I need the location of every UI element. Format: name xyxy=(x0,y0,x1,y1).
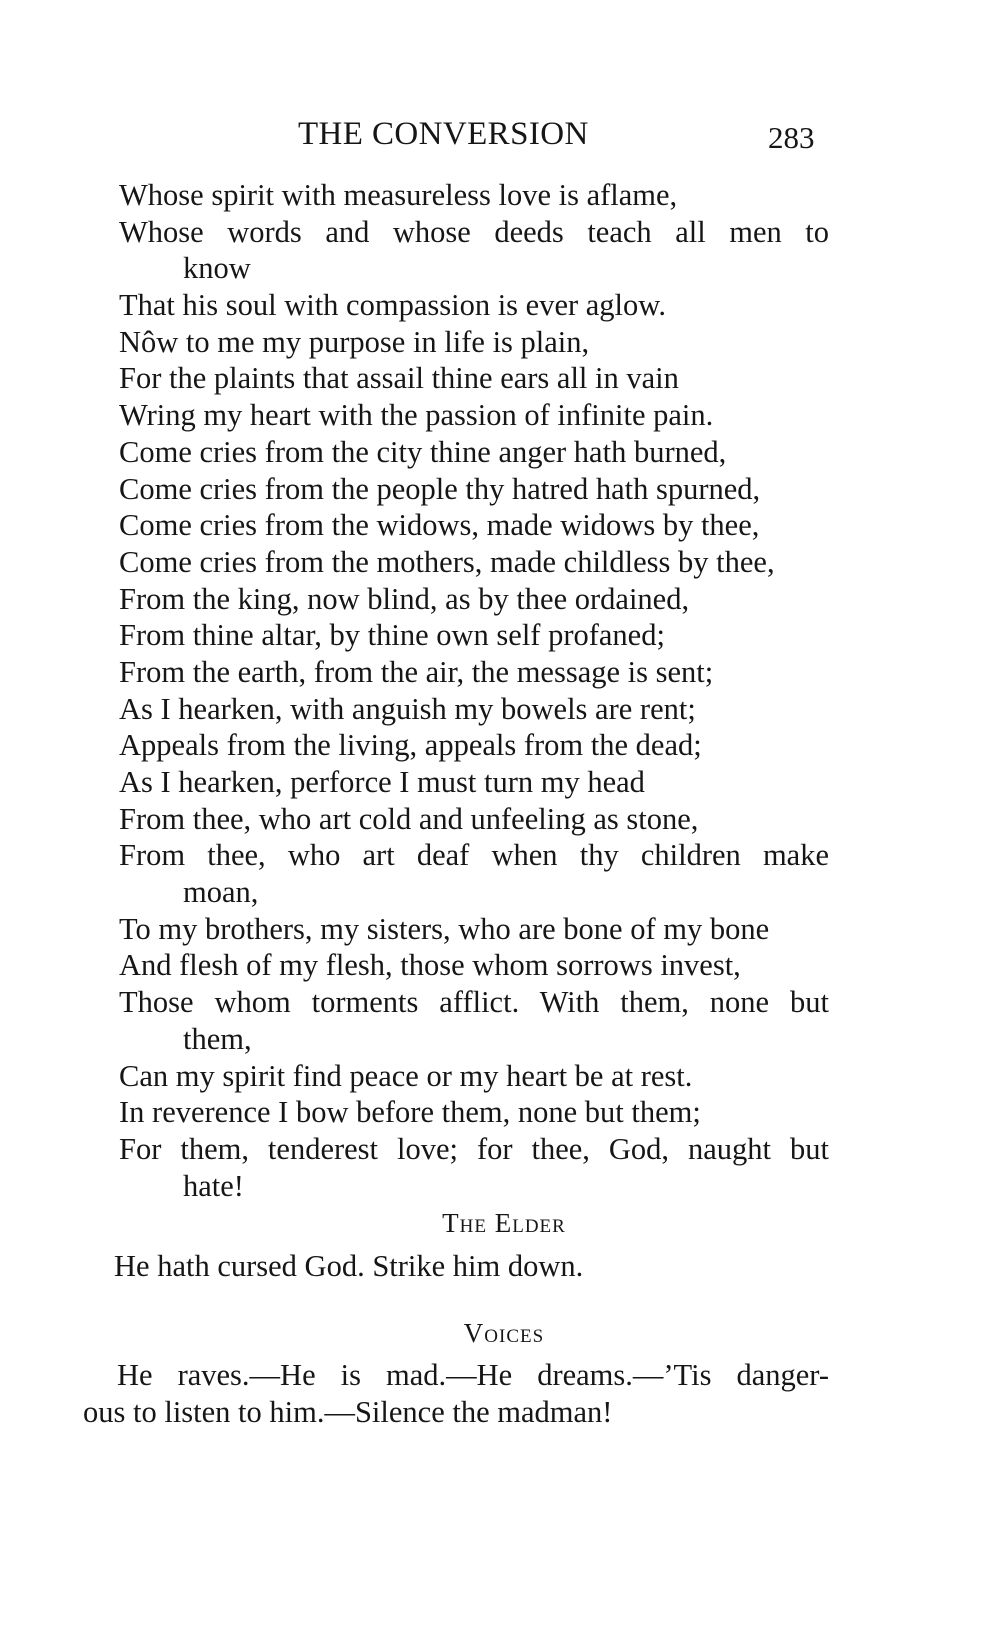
verse-line: Appeals from the living, appeals from the dead; xyxy=(119,728,702,763)
verse-line: Whose words and whose deeds teach all men to xyxy=(119,214,829,249)
verse-line: Nôw to me my purpose in life is plain, xyxy=(119,324,590,359)
running-head xyxy=(0,112,1002,162)
verse-turnover-line: hate! xyxy=(183,1168,244,1203)
elder-speech: He hath cursed God. Strike him down. xyxy=(114,1249,584,1283)
verse-line: As I hearken, perforce I must turn my head xyxy=(119,765,645,799)
speaker-heading-voices: Voices xyxy=(463,1318,545,1348)
verse-line: And flesh of my flesh, those whom sorrows invest, xyxy=(119,948,741,983)
verse-line: In reverence I bow before them, none but them; xyxy=(119,1095,701,1130)
verse-line: Whose spirit with measureless love is aflame, xyxy=(119,178,678,212)
verse-line: For them, tenderest love; for thee, God, naught but xyxy=(119,1131,829,1166)
verse-turnover-line: know xyxy=(183,251,251,286)
speaker-heading-elder: The Elder xyxy=(442,1208,566,1238)
voices-speech-line: ous to listen to him.—Silence the madman! xyxy=(83,1395,613,1429)
verse-line: From the king, now blind, as by thee ordained, xyxy=(119,581,690,616)
verse-line: From thee, who art cold and unfeeling as stone, xyxy=(119,801,699,836)
page-number: 283 xyxy=(768,120,815,155)
verse-line: From thee, who art deaf when thy children make xyxy=(119,838,829,873)
verse-line: From thine altar, by thine own self profaned; xyxy=(119,618,665,653)
verse-line: Come cries from the widows, made widows by thee, xyxy=(119,508,760,543)
verse-line: That his soul with compassion is ever aglow. xyxy=(119,288,666,323)
verse-block xyxy=(119,177,829,1204)
voices-speech xyxy=(83,1357,829,1431)
verse-turnover-line: them, xyxy=(183,1021,252,1056)
verse-line: For the plaints that assail thine ears all in vain xyxy=(119,361,679,396)
verse-line: Come cries from the people thy hatred hath spurned, xyxy=(119,471,761,506)
verse-line: Wring my heart with the passion of infinite pain. xyxy=(119,398,714,433)
running-title: THE CONVERSION xyxy=(298,116,589,152)
verse-line: As I hearken, with anguish my bowels are rent; xyxy=(119,691,696,726)
voices-speech-line: He raves.—He is mad.—He dreams.—’Tis danger- xyxy=(117,1358,829,1392)
verse-line: Come cries from the mothers, made childless by thee, xyxy=(119,544,775,579)
verse-line: Can my spirit find peace or my heart be at rest. xyxy=(119,1058,693,1093)
verse-turnover-line: moan, xyxy=(183,875,259,910)
verse-line: From the earth, from the air, the message is sent; xyxy=(119,654,714,689)
verse-line: Come cries from the city thine anger hath burned, xyxy=(119,434,727,469)
verse-line: Those whom torments afflict. With them, none but xyxy=(119,985,829,1020)
verse-line: To my brothers, my sisters, who are bone of my bone xyxy=(119,911,770,946)
